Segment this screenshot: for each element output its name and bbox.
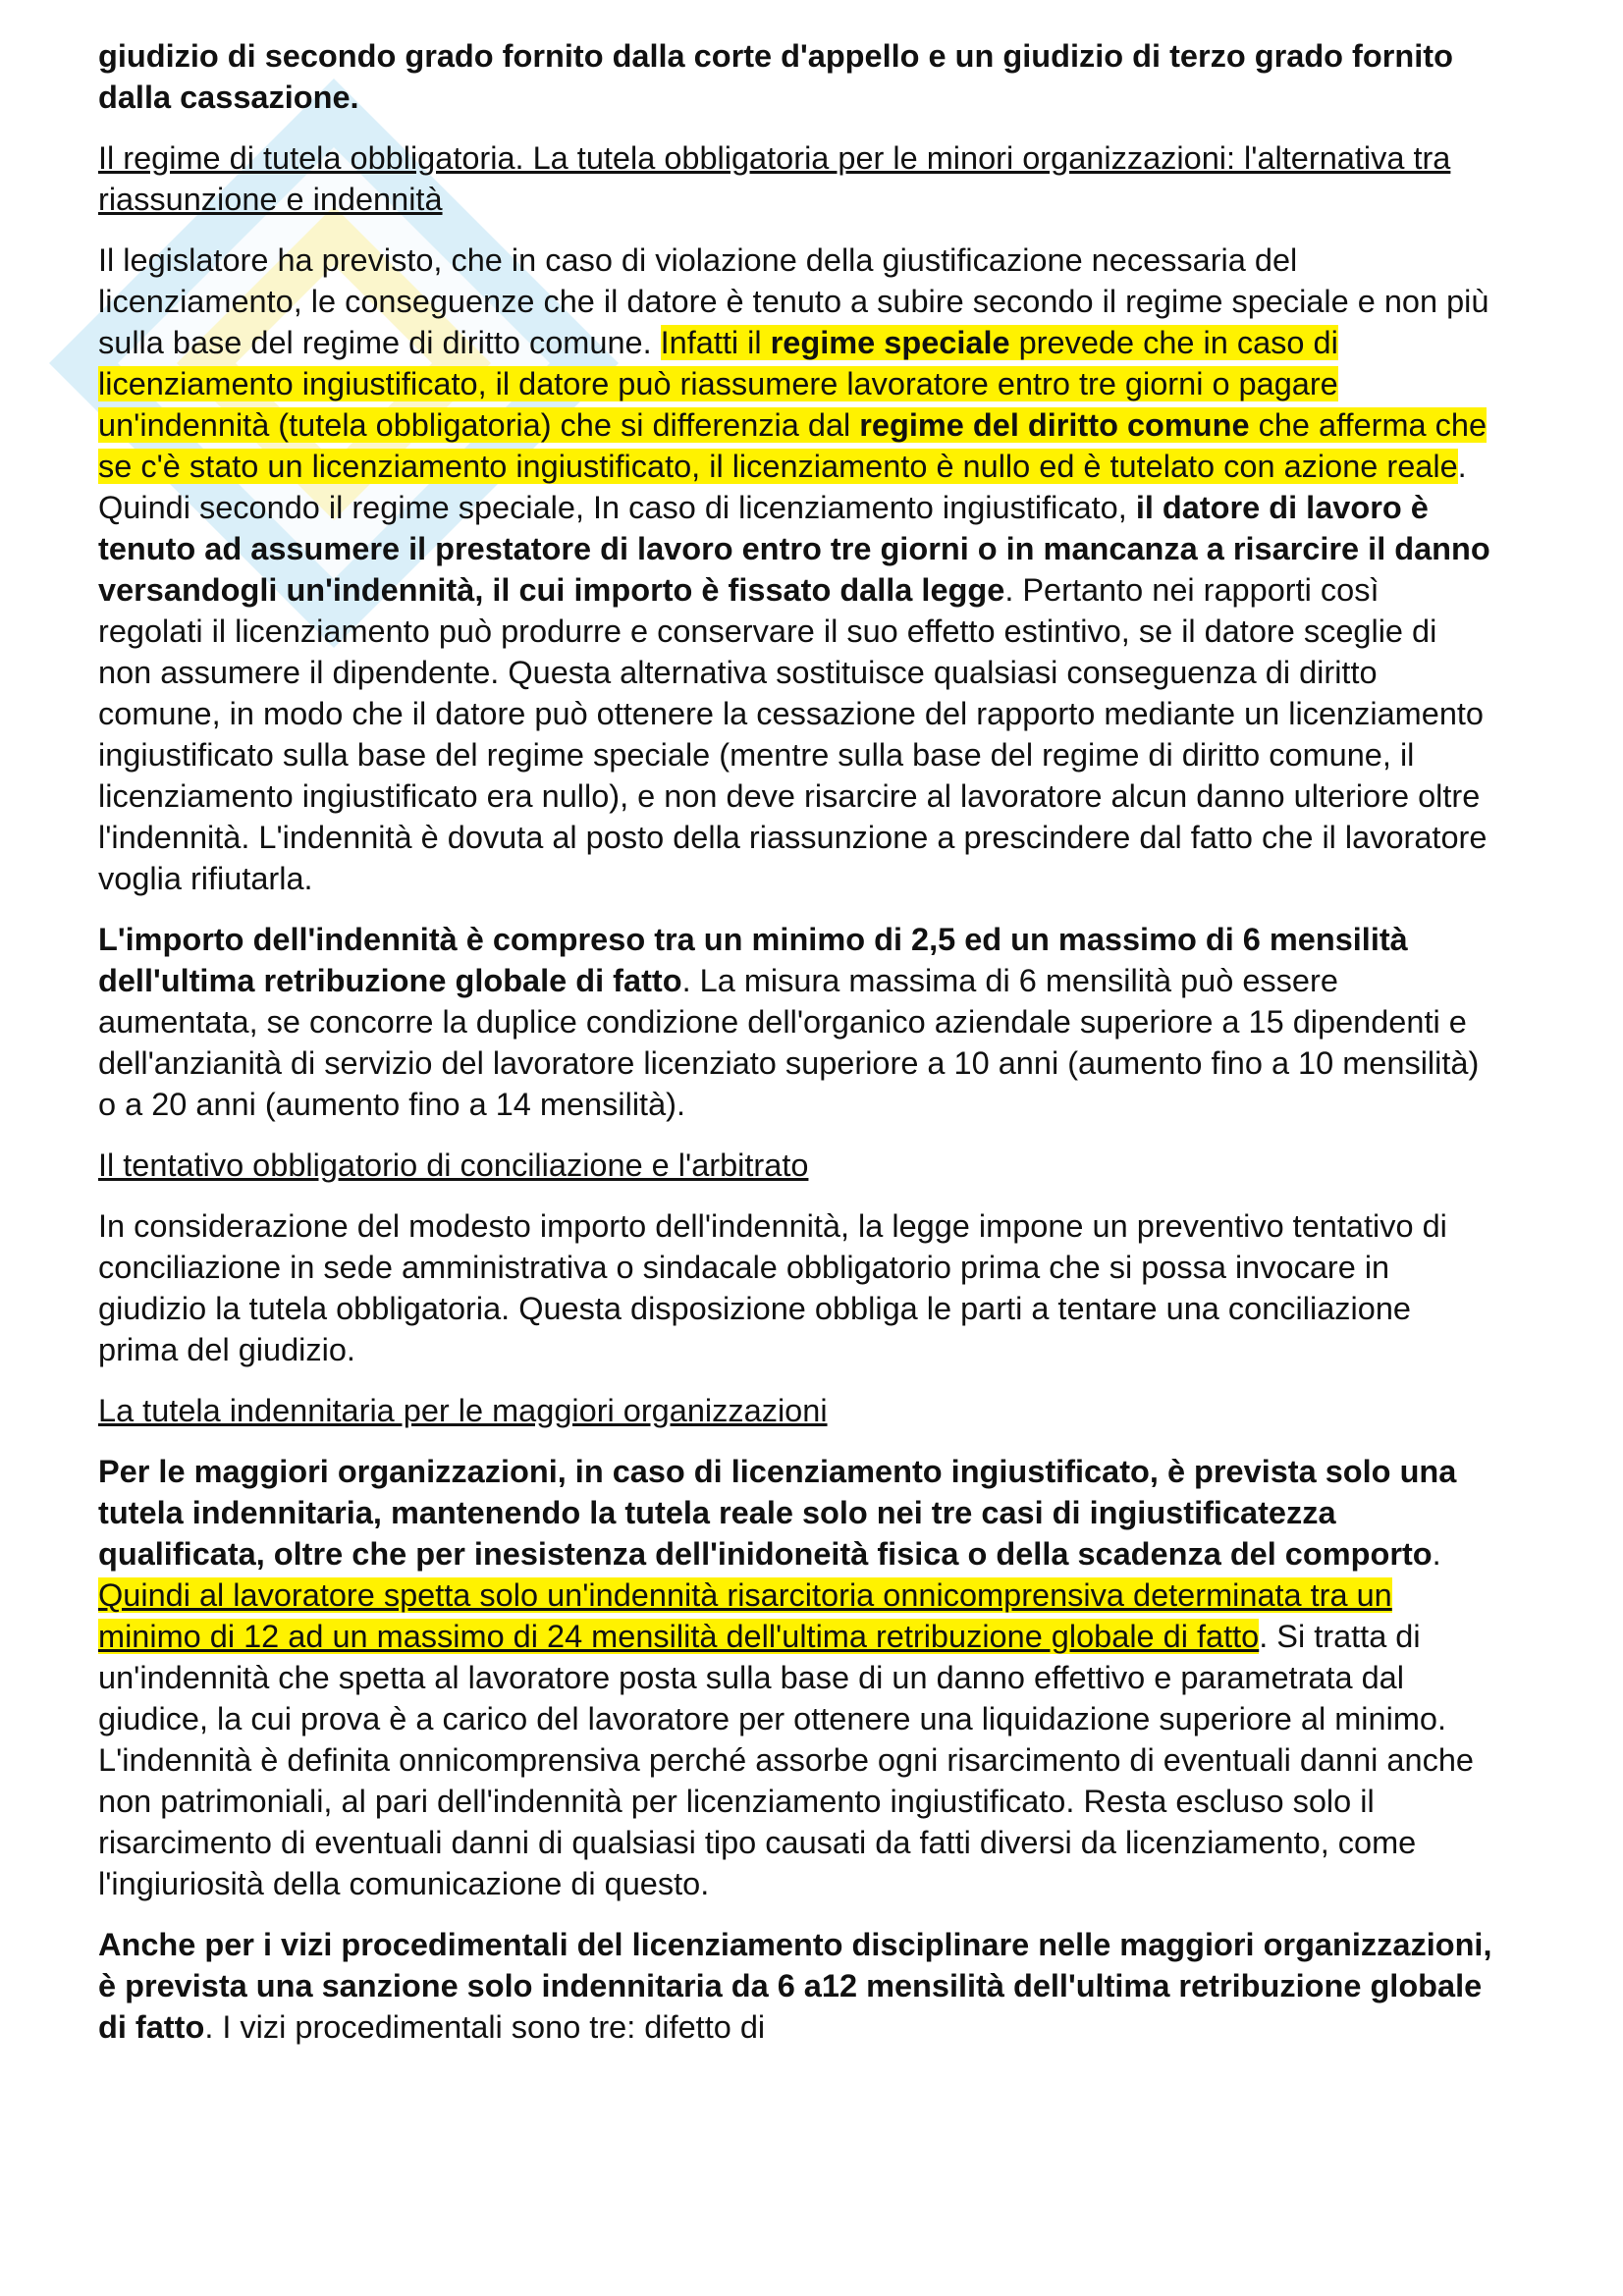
- paragraph-conciliazione: [98, 1205, 1492, 1370]
- body-text: . Pertanto nei rapporti così regolati il licenziamento può produrre e conservare il suo effetto estintivo, se il datore sceglie di non assumere il dipendente. Questa alternativa sostituisce qualsiasi conseguenza di diritto comune, in modo che il datore può ottenere la cessazione del rapporto mediante un licenziamento ingiustificato sulla base del regime speciale (mentre sulla base del regime di diritto comune, il licenziamento ingiustificato era nullo), e non deve risarcire al lavoratore alcun danno ulteriore oltre l'indennità. L'indennità è dovuta al posto della riassunzione a prescindere dal fatto che il lavoratore voglia rifiutarla.: [98, 572, 1488, 896]
- paragraph-maggiori-organizzazioni: [98, 1451, 1492, 1904]
- highlighted-text-part: Infatti il: [660, 325, 771, 360]
- body-text: . Si tratta di un'indennità che spetta al lavoratore posta sulla base di un danno effettivo e parametrata dal giudice, la cui prova è a carico del lavoratore per ottenere una liquidazione superiore al minimo. L'indennità è definita onnicomprensiva perché assorbe ogni risarcimento di eventuali danni anche non patrimoniali, al pari dell'indennità per licenziamento ingiustificato. Resta escluso solo il risarcimento di eventuali danni di qualsiasi tipo causati da fatti diversi da licenziamento, come l'ingiuriosità della comunicazione di questo.: [98, 1619, 1474, 1901]
- highlighted-text-part: prevede che in caso di licenziamento ingiustificato, il datore può riassumere lavoratore entro tre giorni o pagare un'indennità (tutela obbligatoria) che si differenzia dal: [98, 325, 1338, 443]
- paragraph-vizi-procedimentali: [98, 1924, 1492, 2048]
- body-text: . Quindi secondo il regime speciale, In caso di licenziamento ingiustificato,: [98, 449, 1467, 525]
- body-text: . La misura massima di 6 mensilità può essere aumentata, se concorre la duplice condizione dell'organico aziendale superiore a 15 dipendenti e dell'anzianità di servizio del lavoratore licenziato superiore a 10 anni (aumento fino a 10 mensilità) o a 20 anni (aumento fino a 14 mensilità).: [98, 963, 1480, 1122]
- bold-text: giudizio di secondo grado fornito dalla corte d'appello e un giudizio di terzo grado fornito dalla cassazione.: [98, 38, 1453, 115]
- bold-text: il datore di lavoro è tenuto ad assumere il prestatore di lavoro entro tre giorni o in mancanza a risarcire il danno versandogli un'indennità, il cui importo è fissato dalla legge: [98, 490, 1490, 608]
- body-text: In considerazione del modesto importo dell'indennità, la legge impone un preventivo tentativo di conciliazione in sede amministrativa o sindacale obbligatorio prima che si possa invocare in giudizio la tutela obbligatoria. Questa disposizione obbliga le parti a tentare una conciliazione prima del giudizio.: [98, 1208, 1447, 1367]
- highlighted-bold-text: regime del diritto comune: [859, 407, 1250, 443]
- document-page: [98, 35, 1492, 2067]
- paragraph-importo-indennita: [98, 919, 1492, 1125]
- body-text: . I vizi procedimentali sono tre: difetto di: [204, 2009, 766, 2045]
- paragraph-intro: [98, 35, 1492, 118]
- highlighted-underlined-text: Quindi al lavoratore spetta solo un'indennità risarcitoria onnicomprensiva determinata tra un minimo di 12 ad un massimo di 24 mensilità dell'ultima retribuzione globale di fatto: [98, 1577, 1392, 1654]
- bold-text: Per le maggiori organizzazioni, in caso di licenziamento ingiustificato, è prevista solo una tutela indennitaria, mantenendo la tutela reale solo nei tre casi di ingiustificatezza qualificata, oltre che per inesistenza dell'inidoneità fisica o della scadenza del comporto: [98, 1454, 1457, 1572]
- body-text: Il legislatore ha previsto, che in caso di violazione della giustificazione necessaria del licenziamento, le conseguenze che il datore è tenuto a subire secondo il regime speciale e non più sulla base del regime di diritto comune.: [98, 242, 1489, 360]
- section-heading-tutela-indennitaria: La tutela indennitaria per le maggiori organizzazioni: [98, 1393, 828, 1428]
- highlighted-text-part: che afferma che se c'è stato un licenziamento ingiustificato, il licenziamento è nullo ed è tutelato con azione reale: [98, 407, 1488, 484]
- bold-text: Anche per i vizi procedimentali del licenziamento disciplinare nelle maggiori organizzazioni, è prevista una sanzione solo indennitaria da 6 a12 mensilità dell'ultima retribuzione globale di fatto: [98, 1927, 1492, 2045]
- highlighted-bold-text: regime speciale: [770, 325, 1010, 360]
- body-text: .: [1432, 1536, 1441, 1572]
- bold-text: L'importo dell'indennità è compreso tra un minimo di 2,5 ed un massimo di 6 mensilità dell'ultima retribuzione globale di fatto: [98, 922, 1408, 998]
- paragraph-regime-speciale: [98, 240, 1492, 899]
- section-heading-tutela-obbligatoria: Il regime di tutela obbligatoria. La tutela obbligatoria per le minori organizzazioni: l'alternativa tra riassunzione e indennità: [98, 140, 1451, 217]
- section-heading-conciliazione: Il tentativo obbligatorio di conciliazione e l'arbitrato: [98, 1148, 809, 1183]
